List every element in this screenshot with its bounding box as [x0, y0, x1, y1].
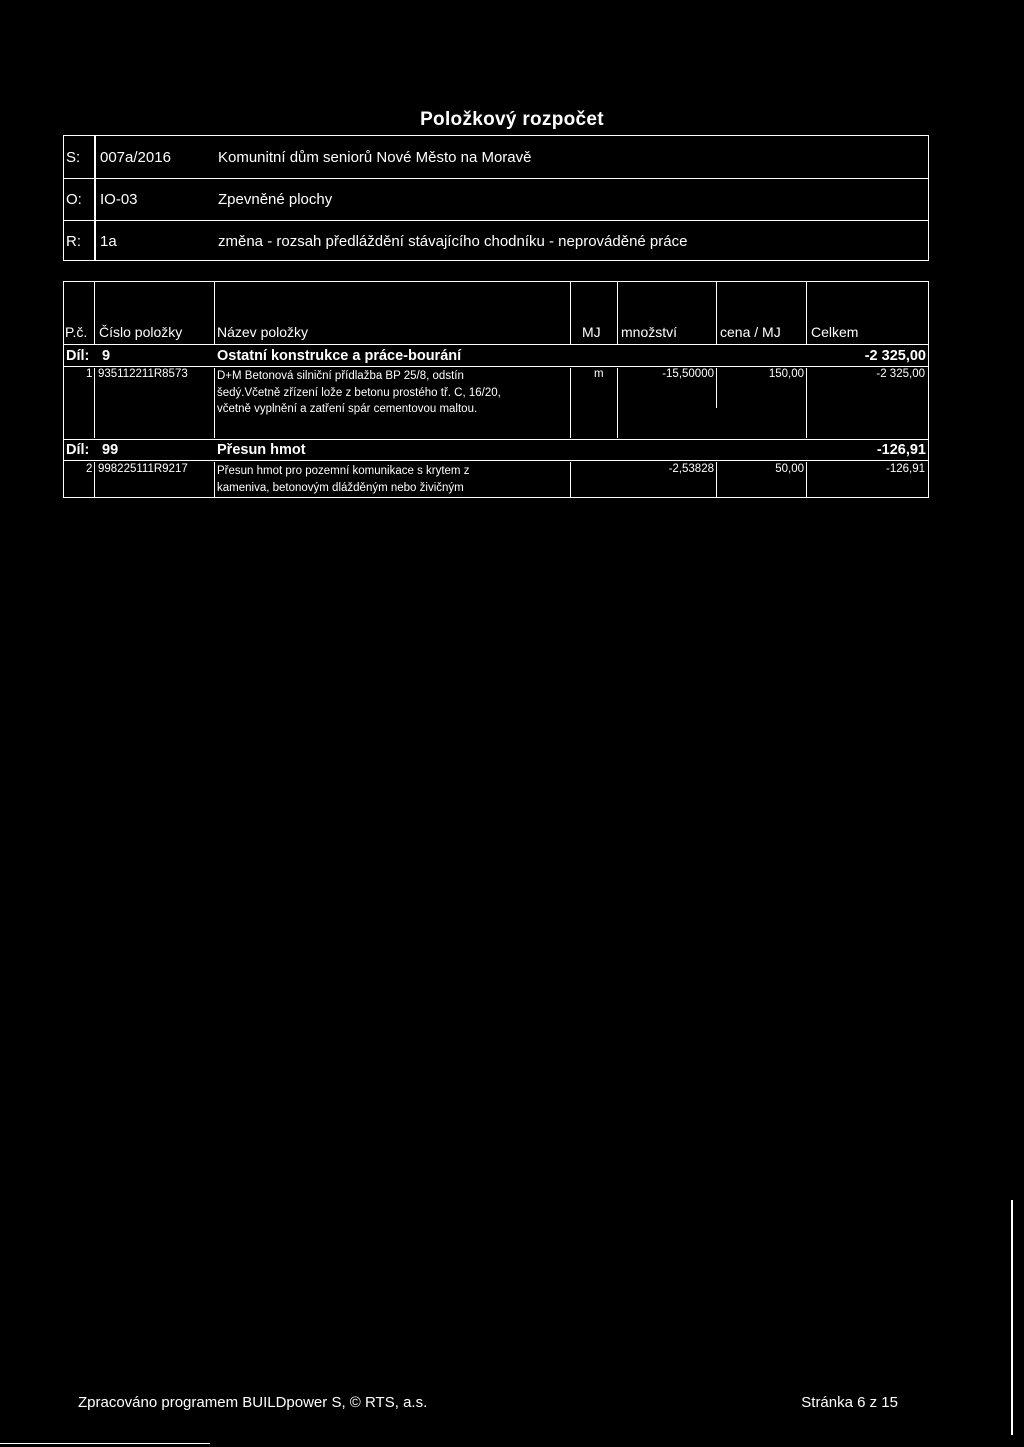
col-divider — [570, 368, 571, 438]
col-divider — [214, 282, 215, 344]
item-total: -126,91 — [885, 463, 925, 475]
item-pc: 1 — [86, 368, 93, 380]
col-divider — [617, 282, 618, 344]
frame-line-right — [1011, 1200, 1013, 1435]
item-description-line: šedý.Včetně zřízení lože z betonu prostého tř. C, 16/20, — [217, 386, 501, 399]
col-divider — [570, 282, 571, 344]
header-code: 1a — [100, 233, 117, 250]
header-row-objekt — [64, 178, 928, 221]
item-quantity: -2,53828 — [668, 463, 714, 475]
col-divider — [570, 462, 571, 497]
header-row-stavba — [64, 136, 928, 179]
section-name: Ostatní konstrukce a práce-bourání — [217, 348, 462, 364]
project-header — [63, 135, 929, 261]
item-number: 998225111R9217 — [98, 463, 188, 475]
footer-page-number: Stránka 6 z 15 — [801, 1394, 898, 1411]
column-header-quantity: množství — [621, 324, 678, 340]
section-name: Přesun hmot — [217, 442, 306, 458]
header-label: O: — [66, 191, 82, 208]
frame-line-bottom — [0, 1443, 210, 1444]
header-code: 007a/2016 — [100, 149, 171, 166]
item-unit-price: 50,00 — [775, 463, 804, 475]
header-label: S: — [66, 149, 81, 166]
column-header-pc: P.č. — [65, 324, 88, 340]
section-label: Díl: — [66, 348, 90, 364]
column-header-unit-price: cena / MJ — [720, 324, 781, 340]
section-number: 9 — [102, 348, 111, 364]
item-description — [217, 463, 469, 496]
col-divider — [716, 462, 717, 497]
item-description-line: včetně vyplnění a zatření spár cementovou maltou. — [217, 403, 478, 415]
item-number: 935112211R8573 — [98, 368, 188, 380]
section-separator — [64, 439, 928, 440]
col-divider — [716, 368, 717, 408]
col-divider — [716, 282, 717, 344]
header-name: změna - rozsah předláždění stávajícího chodníku - neprováděné práce — [218, 233, 688, 250]
col-divider — [94, 282, 95, 344]
col-divider — [94, 368, 95, 438]
section-label: Díl: — [66, 442, 90, 458]
header-code: IO-03 — [100, 191, 138, 208]
item-total: -2 325,00 — [876, 368, 925, 380]
section-total: -126,91 — [876, 442, 926, 458]
item-mj: m — [594, 368, 604, 380]
section-separator — [64, 460, 928, 461]
item-description — [217, 368, 501, 418]
item-description-line: D+M Betonová silniční přídlažba BP 25/8, odstín — [217, 370, 464, 382]
col-divider — [806, 368, 807, 438]
item-quantity: -15,50000 — [662, 368, 714, 380]
col-divider — [617, 368, 618, 438]
section-separator — [64, 366, 928, 367]
column-header-mj: MJ — [582, 324, 601, 340]
col-divider — [806, 282, 807, 344]
page-title: Položkový rozpočet — [420, 109, 604, 130]
item-pc: 2 — [86, 463, 93, 475]
item-unit-price: 150,00 — [768, 368, 804, 380]
header-name: Komunitní dům seniorů Nové Město na Moravě — [218, 149, 532, 166]
col-divider — [214, 368, 215, 438]
col-divider — [806, 462, 807, 497]
item-description-line: Přesun hmot pro pozemní komunikace s krytem z — [217, 465, 470, 477]
header-separator — [64, 344, 928, 345]
col-divider — [214, 462, 215, 497]
col-divider — [94, 462, 95, 497]
section-number: 99 — [102, 442, 119, 458]
section-total: -2 325,00 — [864, 348, 926, 364]
column-header-total: Celkem — [811, 324, 859, 340]
column-header-name: Název položky — [217, 324, 309, 340]
header-name: Zpevněné plochy — [218, 191, 333, 208]
column-header-number: Číslo položky — [99, 324, 183, 340]
items-table — [63, 281, 929, 498]
footer-program: Zpracováno programem BUILDpower S, © RTS, a.s. — [78, 1394, 428, 1411]
item-description-line: kameniva, betonovým dlážděným nebo živičným — [217, 481, 464, 494]
header-label: R: — [66, 233, 81, 250]
header-row-rozpocet — [64, 220, 928, 262]
